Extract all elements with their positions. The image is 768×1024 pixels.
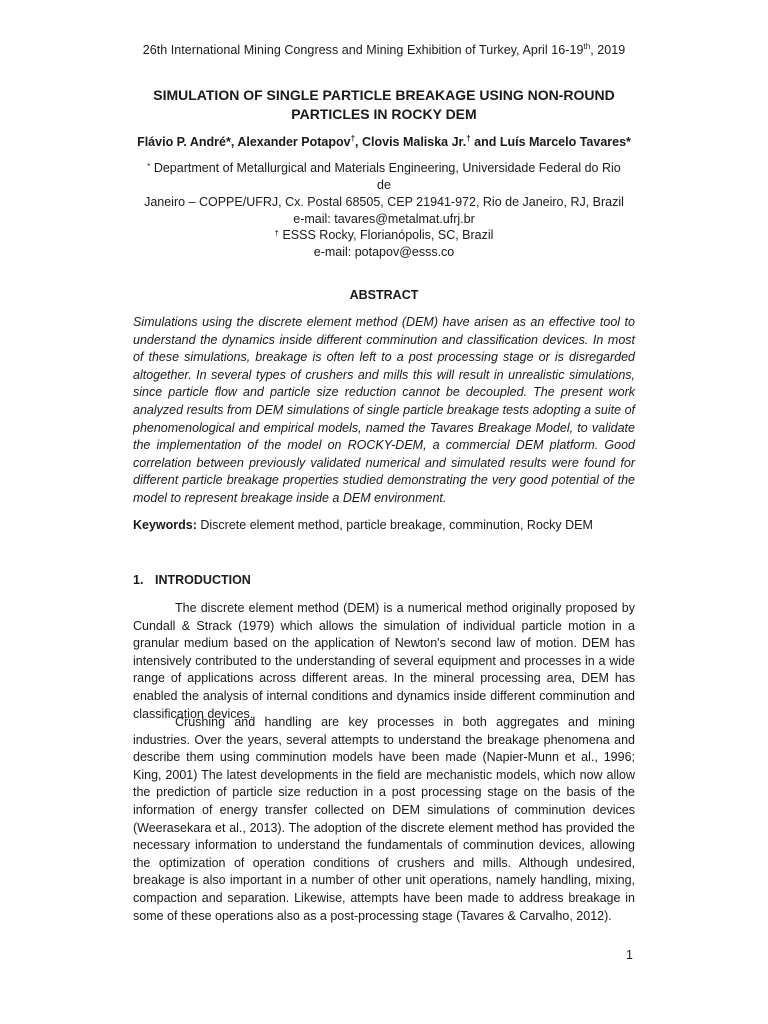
author-mark-1: † (350, 134, 356, 143)
authors-part-1: Flávio P. André*, Alexander Potapov (137, 135, 351, 150)
intro-paragraph-2: Crushing and handling are key processes in both aggregates and mining industries. Over the years, several attempts to understand the breakage phenomena and describe them using comminution models have been made (Napier-Munn et al., 1996; King, 2001) The latest developments in the field are mechanistic models, which now allow the prediction of particle size reduction in a post processing stage on the basis of the information of energy transfer collected on DEM simulations of comminution devices (Weerasekara et al., 2013). The adoption of the discrete element method has provided the necessary information to understand the fundamentals of comminution devices, allowing the optimization of operation conditions of crushers and mills. Although undesired, breakage is also important in a number of other unit operations, namely handling, mixing, compaction and separation. Likewise, attempts have been made to address breakage in some of these operations also as a post-processing stage (Tavares & Carvalho, 2012). (133, 715, 635, 923)
affiliation-mark-2: † (274, 229, 279, 238)
author-list (0, 134, 768, 149)
header-superscript: th (583, 42, 591, 51)
abstract-heading: ABSTRACT (349, 288, 419, 302)
keywords-value: Discrete element method, particle breakage, comminution, Rocky DEM (196, 518, 593, 532)
title-line-2: PARTICLES IN ROCKY DEM (291, 106, 477, 122)
affiliation-1 (140, 160, 628, 228)
affiliation-1-email: e-mail: tavares@metalmat.ufrj.br (293, 212, 475, 226)
keywords-label: Keywords: (133, 518, 197, 532)
conference-header (0, 42, 768, 57)
header-text-end: , 2019 (590, 43, 626, 58)
page-number: 1 (626, 948, 633, 962)
abstract-body: Simulations using the discrete element method (DEM) have arisen as an effective tool to understand the dynamics inside different comminution and classification devices. In most of these simulations, breakage is often left to a post processing stage or is disregarded altogether. In several types of crushers and mills this will result in unrealistic simulations, since particle flow and particle size reduction cannot be decoupled. The present work analyzed results from DEM simulations of single particle breakage tests adopting a suite of phenomenological and empirical models, named the Tavares Breakage Model, to validate the implementation of the model on ROCKY-DEM, a commercial DEM platform. Good correlation between previously validated numerical and simulated results were found for different particle breakage properties studied demonstrating the very good potential of the model to represent breakage inside a DEM environment. (133, 315, 635, 505)
author-mark-2: † (466, 134, 471, 143)
affiliation-1-line-1: Department of Metallurgical and Materials Engineering, Universidade Federal do Rio de (150, 161, 621, 192)
title-line-1: SIMULATION OF SINGLE PARTICLE BREAKAGE USING NON-ROUND (153, 87, 615, 103)
section-title: INTRODUCTION (155, 573, 251, 587)
affiliation-mark-1: * (147, 162, 151, 171)
affiliation-1-line-2: Janeiro – COPPE/UFRJ, Cx. Postal 68505, CEP 21941-972, Rio de Janeiro, RJ, Brazil (144, 195, 624, 209)
authors-part-2: , Clovis Maliska Jr. (355, 135, 467, 150)
section-heading-introduction (133, 573, 251, 587)
authors-part-3: and Luís Marcelo Tavares* (470, 135, 631, 150)
section-number: 1. (133, 573, 144, 587)
affiliation-2-line-1: ESSS Rocky, Florianópolis, SC, Brazil (279, 228, 494, 242)
affiliation-2 (140, 227, 628, 261)
header-text: 26th International Mining Congress and Mining Exhibition of Turkey, April 16-19 (142, 43, 584, 58)
affiliation-2-email: e-mail: potapov@esss.co (313, 245, 455, 259)
intro-paragraph-1: The discrete element method (DEM) is a numerical method originally proposed by Cundall & Strack (1979) which allows the simulation of individual particle motion in a granular medium based on the application of Newton's second law of motion. DEM has intensively contributed to the understanding of several equipment and processes in a wide range of applications across different areas. In the mineral processing area, DEM has enabled the analysis of internal conditions and dynamics inside different comminution and classification devices. (133, 601, 635, 721)
keywords (133, 518, 635, 532)
paper-title (90, 86, 678, 124)
